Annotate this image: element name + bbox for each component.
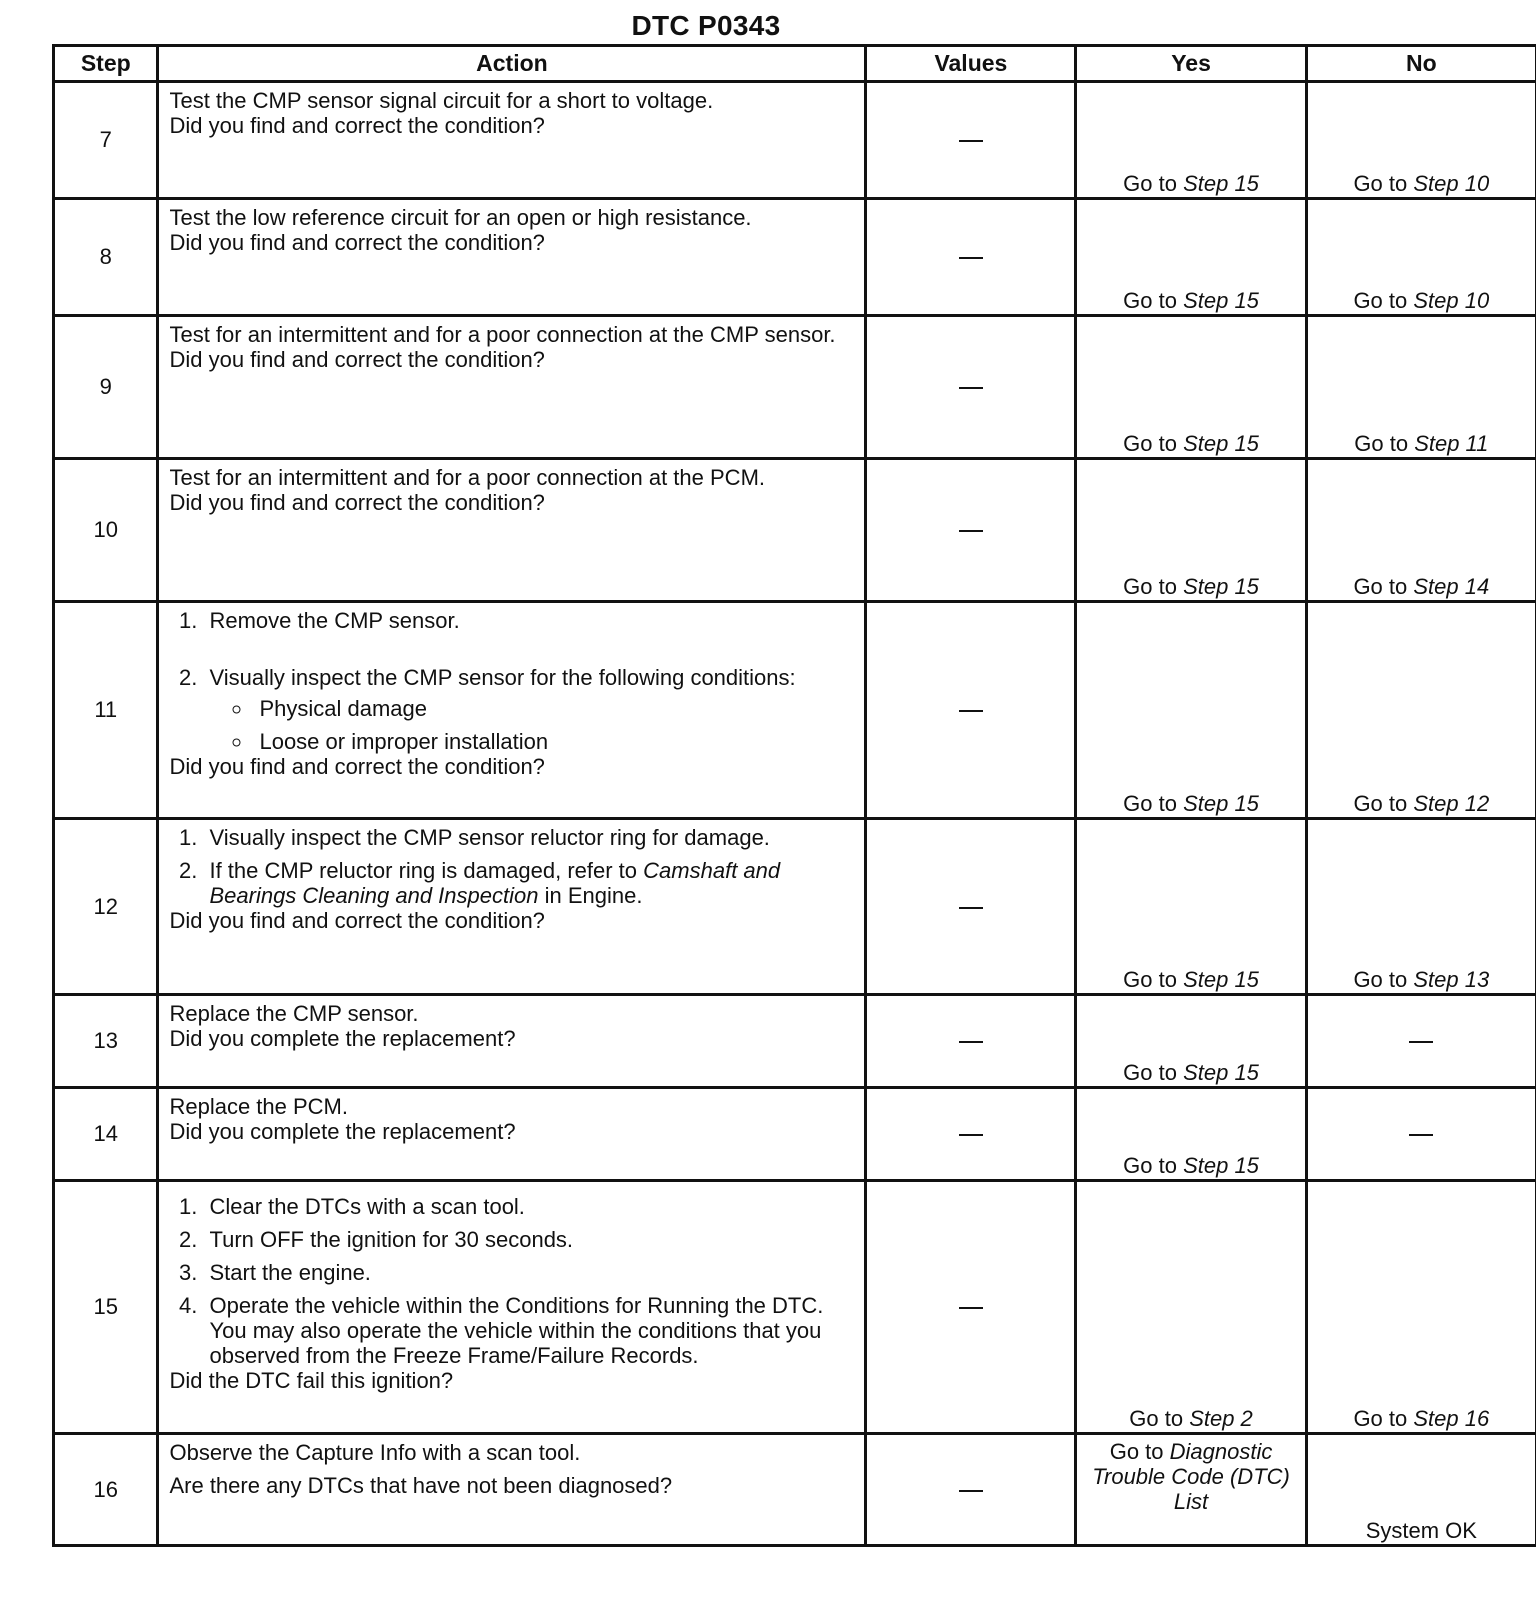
dash-mark xyxy=(959,1490,983,1492)
table-row xyxy=(54,82,1536,199)
yes-step-ref: Step 15 xyxy=(1183,288,1259,313)
action-cell xyxy=(158,1181,866,1434)
action-text: Observe the Capture Info with a scan tool. xyxy=(169,1440,581,1465)
yes-step-ref: Step 15 xyxy=(1183,171,1259,196)
table-row xyxy=(54,316,1536,459)
action-list xyxy=(169,1194,856,1368)
action-text: Replace the PCM. xyxy=(169,1094,348,1119)
yes-step-ref: Step 15 xyxy=(1183,1153,1259,1178)
yes-step-ref: Step 15 xyxy=(1183,791,1259,816)
yes-cell: Go to Diagnostic Trouble Code (DTC) List xyxy=(1076,1434,1306,1546)
dash-mark xyxy=(959,1041,983,1043)
manual-reference: Camshaft and Bearings Cleaning and Inspection xyxy=(209,858,781,908)
question-text: Did you find and correct the condition? xyxy=(169,490,545,515)
no-step-ref: Step 10 xyxy=(1413,171,1490,196)
yes-cell: Go to Step 15 xyxy=(1076,995,1306,1088)
question-text: Did you complete the replacement? xyxy=(169,1119,516,1144)
table-row xyxy=(54,995,1536,1088)
action-cell xyxy=(158,316,866,459)
dash-mark xyxy=(959,257,983,259)
question-text: Are there any DTCs that have not been diagnosed? xyxy=(169,1473,673,1498)
dash-mark xyxy=(959,907,983,909)
no-cell: Go to Step 14 xyxy=(1306,459,1536,602)
action-cell xyxy=(158,1088,866,1181)
yes-step-ref: Step 15 xyxy=(1183,967,1259,992)
no-cell: Go to Step 11 xyxy=(1306,316,1536,459)
no-result: System OK xyxy=(1365,1518,1477,1543)
page-title: DTC P0343 xyxy=(631,10,781,41)
table-row xyxy=(54,1088,1536,1181)
no-step-ref: Step 16 xyxy=(1413,1406,1490,1431)
no-step-ref: Step 14 xyxy=(1413,574,1490,599)
action-cell xyxy=(158,199,866,316)
step-number: 8 xyxy=(54,199,158,316)
list-item: 2. Visually inspect the CMP sensor for the following conditions: ◦ Physical damage ◦ Loose or improper installation xyxy=(203,665,856,754)
action-list xyxy=(169,825,856,908)
step-number: 12 xyxy=(54,819,158,995)
action-text: Test for an intermittent and for a poor connection at the PCM. xyxy=(169,465,766,490)
header-step: Step xyxy=(54,46,158,82)
yes-step-ref: Step 15 xyxy=(1183,431,1259,456)
action-text: Replace the CMP sensor. xyxy=(169,1001,419,1026)
header-values: Values xyxy=(866,46,1076,82)
dash-mark xyxy=(959,140,983,142)
step-number: 10 xyxy=(54,459,158,602)
question-text: Did you find and correct the condition? xyxy=(169,754,545,779)
no-step-ref: Step 11 xyxy=(1414,431,1489,456)
question-text: Did you find and correct the condition? xyxy=(169,230,545,255)
step-number: 14 xyxy=(54,1088,158,1181)
list-item: 3. Start the engine. xyxy=(203,1260,856,1285)
no-step-ref: Step 10 xyxy=(1413,288,1490,313)
action-text: Test for an intermittent and for a poor connection at the CMP sensor. xyxy=(169,322,836,347)
list-item: 1. Clear the DTCs with a scan tool. xyxy=(203,1194,856,1219)
dash-mark xyxy=(959,387,983,389)
no-cell: Go to Step 10 xyxy=(1306,199,1536,316)
action-cell xyxy=(158,1434,866,1546)
dtc-table xyxy=(52,44,1536,1547)
step-number: 11 xyxy=(54,602,158,819)
yes-list-ref: Diagnostic Trouble Code (DTC) List xyxy=(1092,1439,1290,1514)
list-item: 4. Operate the vehicle within the Conditions for Running the DTC. You may also operate the vehicle within the conditions that you observed from the Freeze Frame/Failure Records. xyxy=(203,1293,856,1368)
list-item: ◦ Loose or improper installation xyxy=(253,729,856,754)
dash-mark xyxy=(959,1134,983,1136)
yes-cell: Go to Step 15 xyxy=(1076,1088,1306,1181)
action-cell xyxy=(158,602,866,819)
step-number: 13 xyxy=(54,995,158,1088)
no-cell: Go to Step 16 xyxy=(1306,1181,1536,1434)
dash-mark xyxy=(959,710,983,712)
dash-mark xyxy=(1409,1041,1433,1043)
list-item: 2. If the CMP reluctor ring is damaged, refer to Camshaft and Bearings Cleaning and Inspection in Engine. xyxy=(203,858,856,908)
question-text: Did you complete the replacement? xyxy=(169,1026,516,1051)
question-text: Did the DTC fail this ignition? xyxy=(169,1368,454,1393)
yes-cell: Go to Step 15 xyxy=(1076,316,1306,459)
table-row xyxy=(54,1434,1536,1546)
values-cell xyxy=(866,199,1076,316)
values-cell xyxy=(866,1434,1076,1546)
yes-step-ref: Step 2 xyxy=(1189,1406,1253,1431)
action-text: Test the low reference circuit for an open or high resistance. xyxy=(169,205,752,230)
yes-cell: Go to Step 15 xyxy=(1076,602,1306,819)
values-cell xyxy=(866,819,1076,995)
no-cell: Go to Step 12 xyxy=(1306,602,1536,819)
no-cell xyxy=(1306,1434,1536,1546)
step-number: 16 xyxy=(54,1434,158,1546)
yes-cell: Go to Step 15 xyxy=(1076,82,1306,199)
yes-cell: Go to Step 2 xyxy=(1076,1181,1306,1434)
yes-cell: Go to Step 15 xyxy=(1076,819,1306,995)
dash-mark xyxy=(959,1307,983,1309)
action-text: Test the CMP sensor signal circuit for a short to voltage. xyxy=(169,88,714,113)
values-cell xyxy=(866,995,1076,1088)
values-cell xyxy=(866,602,1076,819)
no-step-ref: Step 13 xyxy=(1413,967,1490,992)
list-item: 1. Remove the CMP sensor. xyxy=(203,608,856,633)
list-item: 2. Turn OFF the ignition for 30 seconds. xyxy=(203,1227,856,1252)
values-cell xyxy=(866,316,1076,459)
header-row xyxy=(54,46,1536,82)
question-text: Did you find and correct the condition? xyxy=(169,908,545,933)
condition-list xyxy=(209,696,856,754)
no-cell xyxy=(1306,995,1536,1088)
dash-mark xyxy=(959,530,983,532)
values-cell xyxy=(866,1181,1076,1434)
values-cell xyxy=(866,1088,1076,1181)
step-number: 9 xyxy=(54,316,158,459)
table-row xyxy=(54,819,1536,995)
list-item: ◦ Physical damage xyxy=(253,696,856,721)
list-item: 1. Visually inspect the CMP sensor reluctor ring for damage. xyxy=(203,825,856,850)
step-number: 7 xyxy=(54,82,158,199)
table-row xyxy=(54,602,1536,819)
question-text: Did you find and correct the condition? xyxy=(169,347,545,372)
yes-cell: Go to Step 15 xyxy=(1076,199,1306,316)
action-cell xyxy=(158,82,866,199)
yes-cell: Go to Step 15 xyxy=(1076,459,1306,602)
table-row xyxy=(54,1181,1536,1434)
values-cell xyxy=(866,459,1076,602)
header-yes: Yes xyxy=(1076,46,1306,82)
no-cell: Go to Step 13 xyxy=(1306,819,1536,995)
question-text: Did you find and correct the condition? xyxy=(169,113,545,138)
values-cell xyxy=(866,82,1076,199)
no-step-ref: Step 12 xyxy=(1413,791,1490,816)
table-row xyxy=(54,459,1536,602)
dash-mark xyxy=(1409,1134,1433,1136)
action-list xyxy=(169,608,856,754)
yes-step-ref: Step 15 xyxy=(1183,1060,1259,1085)
step-number: 15 xyxy=(54,1181,158,1434)
header-no: No xyxy=(1306,46,1536,82)
yes-step-ref: Step 15 xyxy=(1183,574,1259,599)
header-action: Action xyxy=(158,46,866,82)
no-cell: Go to Step 10 xyxy=(1306,82,1536,199)
action-cell xyxy=(158,459,866,602)
table-row xyxy=(54,199,1536,316)
action-cell xyxy=(158,819,866,995)
action-cell xyxy=(158,995,866,1088)
no-cell xyxy=(1306,1088,1536,1181)
